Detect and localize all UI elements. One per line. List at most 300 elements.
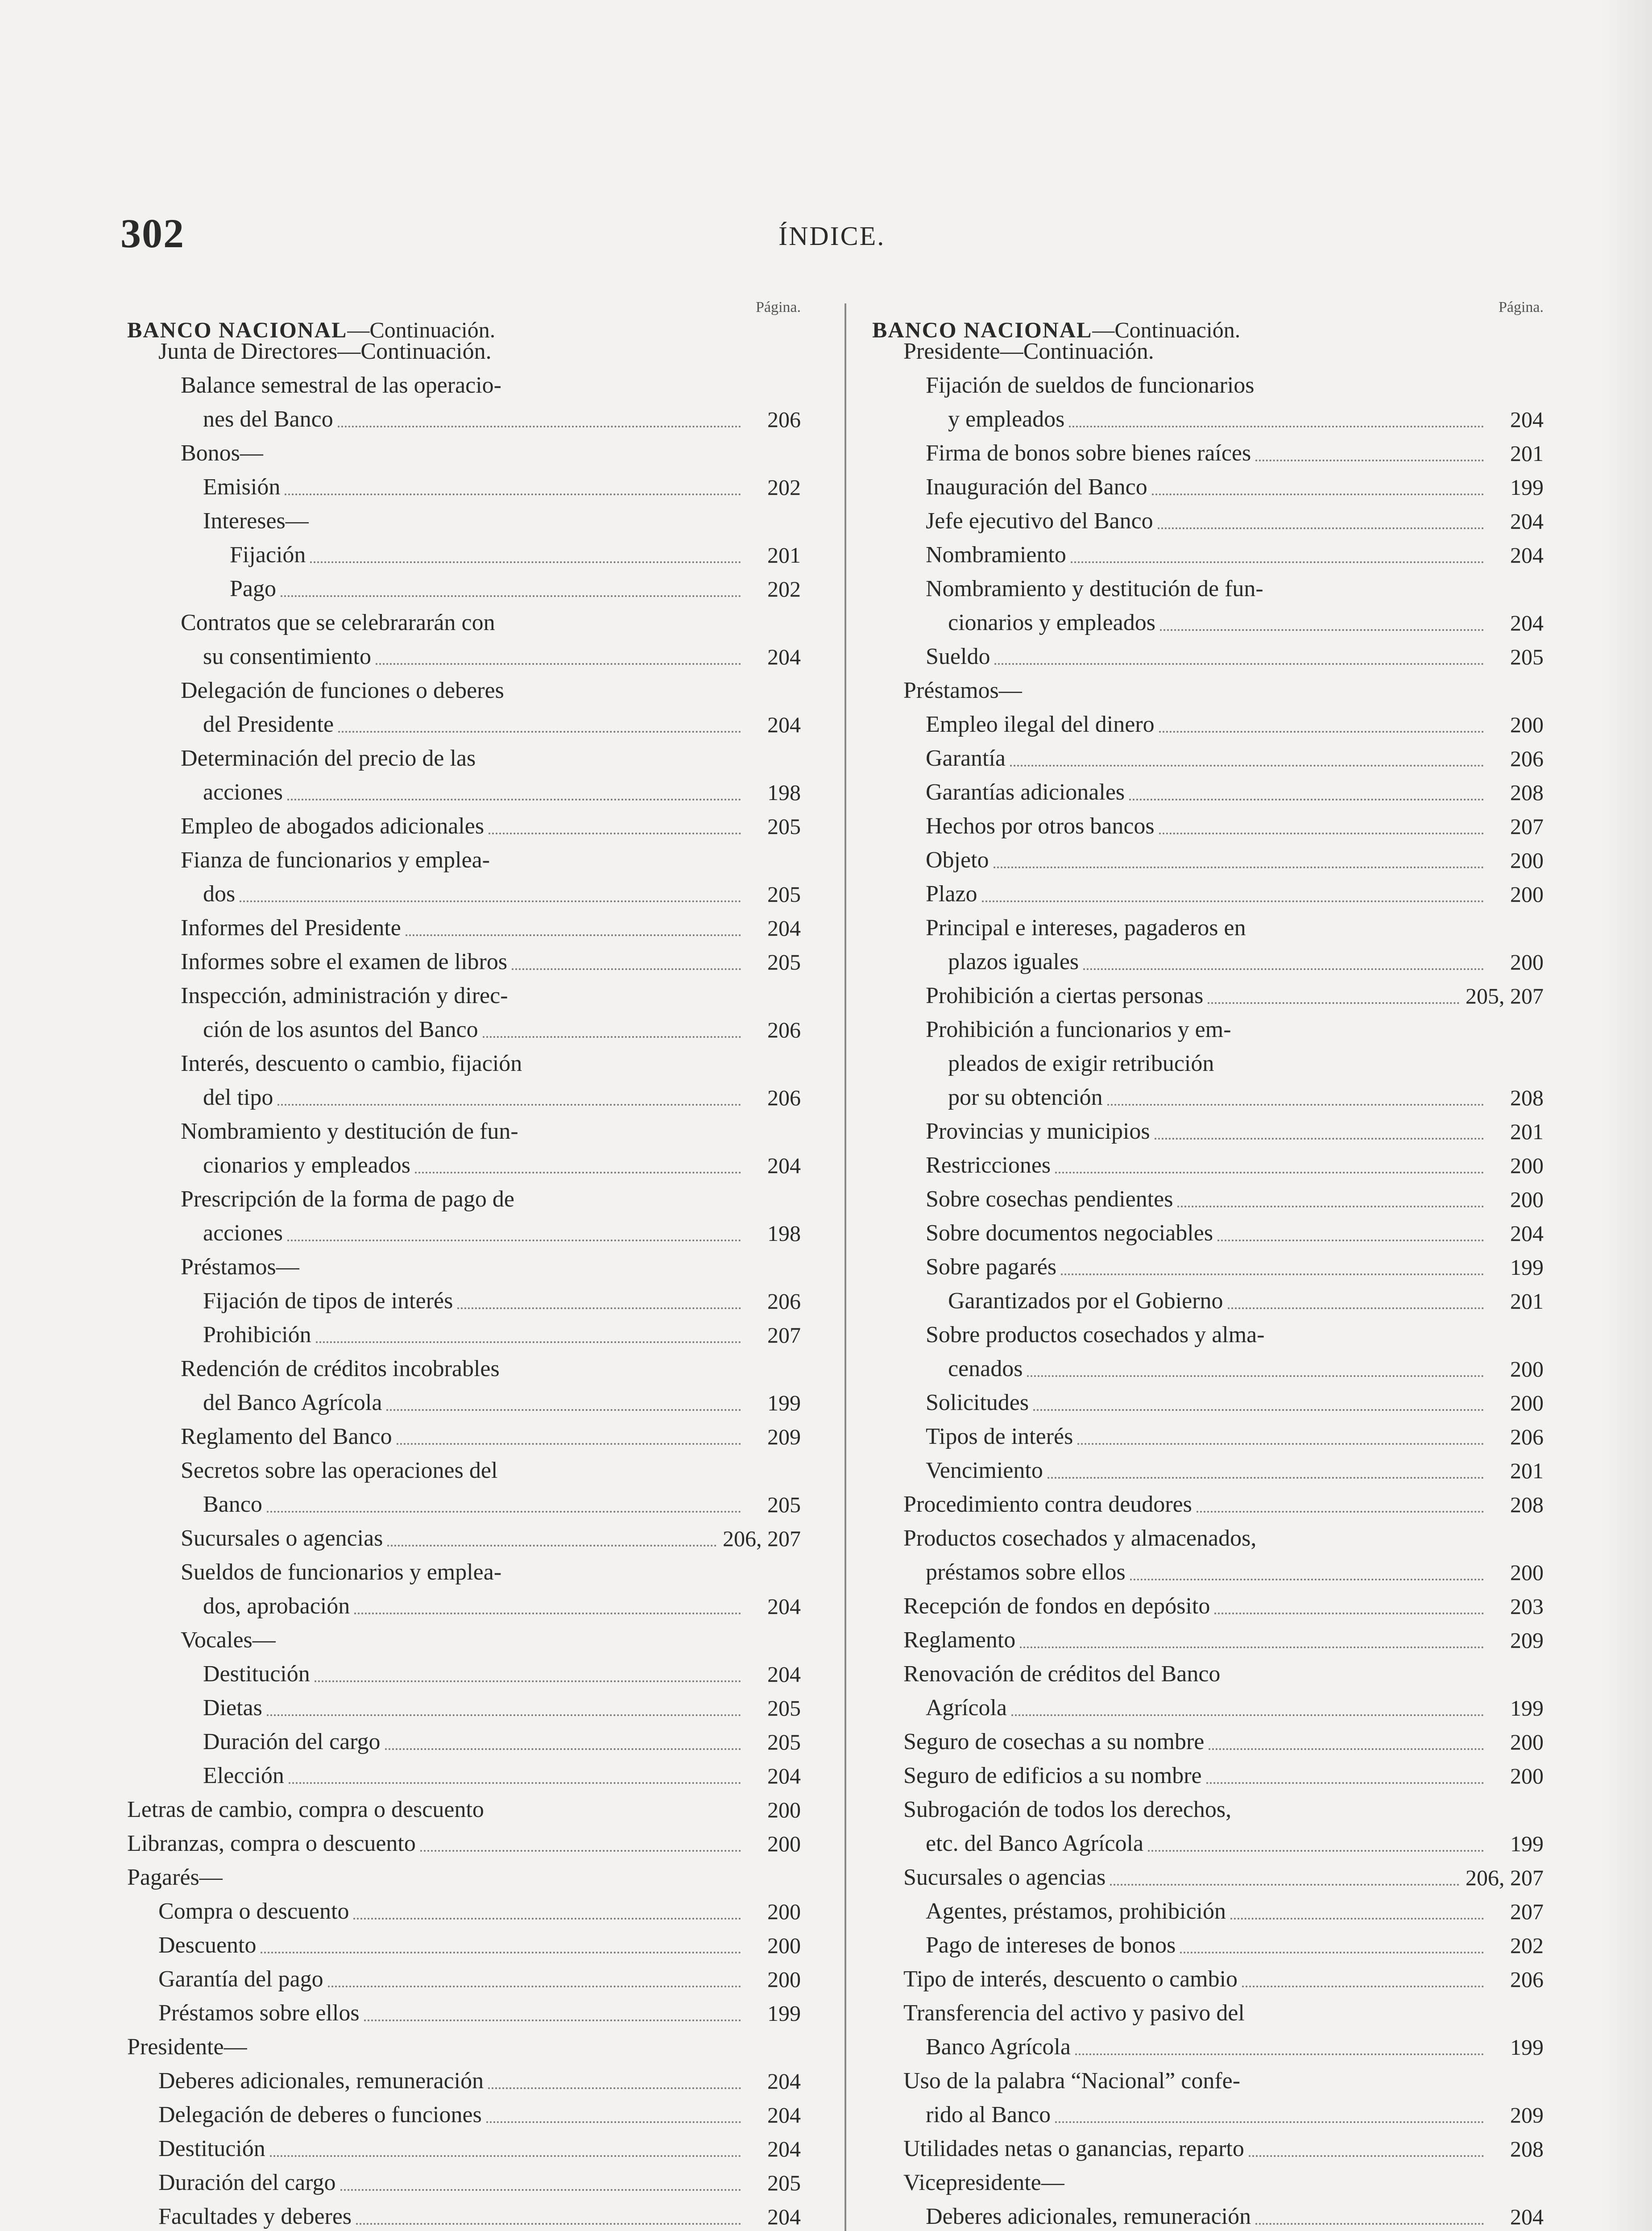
dot-leader [1152,493,1484,495]
index-entry [127,1013,801,1047]
index-entry [872,775,1544,809]
page-reference: 202 [1510,1933,1544,1958]
entry-text: Destitución [203,1661,310,1687]
index-entry [872,945,1544,979]
page-reference: 201 [1510,441,1544,466]
index-entry [127,1149,801,1182]
entry-text: Sueldos de funcionarios y emplea- [181,1559,502,1585]
index-entry [127,1454,801,1488]
dot-leader [1206,1782,1484,1784]
dot-leader [1242,1986,1484,1987]
page-reference: 202 [767,576,801,601]
index-entry [127,674,801,708]
index-entry [127,911,801,945]
index-column-right [872,299,1544,2231]
index-entry [872,1522,1544,1555]
dot-leader [994,663,1484,665]
page-reference: 208 [1510,780,1544,805]
page-reference: 201 [1510,1289,1544,1314]
entry-text: Duración del cargo [158,2170,336,2195]
entry-text: Sucursales o agencias [181,1526,383,1551]
entry-text: Préstamos— [181,1254,299,1280]
index-entry [127,1657,801,1691]
index-entry [872,1488,1544,1522]
dot-leader [512,968,741,970]
heading-continuation: —Continuación. [347,317,496,342]
dot-leader [281,595,741,597]
entry-text: Agentes, préstamos, prohibición [926,1899,1226,1924]
entry-text: Garantía del pago [158,1966,323,1992]
index-entry [127,843,801,877]
page-reference: 208 [1510,1492,1544,1517]
index-entry [872,2098,1544,2132]
entry-text: del Banco Agrícola [203,1390,382,1415]
page-reference: 207 [1510,1899,1544,1924]
dot-leader [354,1613,741,1614]
index-entry [872,1996,1544,2030]
entry-text: Sobre productos cosechados y alma- [926,1322,1265,1348]
dot-leader [406,934,741,936]
index-entry [127,2064,801,2098]
dot-leader [489,833,741,834]
entry-text: Informes del Presidente [181,915,401,941]
column-header [872,299,1544,342]
page-reference: 200 [1510,1153,1544,1178]
page-reference: 204 [767,1662,801,1687]
page-reference: 200 [767,1899,801,1924]
dot-leader [486,2121,741,2123]
heading-title: BANCO NACIONAL [872,317,1093,342]
entry-text: y empleados [948,406,1065,432]
index-entry [127,1895,801,1928]
dot-leader [261,1952,741,1953]
page-reference: 202 [767,475,801,500]
index-entry [127,402,801,436]
page-reference: 209 [1510,1628,1544,1653]
dot-leader [1160,629,1484,631]
entry-text: Redención de créditos incobrables [181,1356,500,1381]
dot-leader [1129,799,1484,800]
page-reference: 204 [1510,2204,1544,2229]
index-entry [872,708,1544,742]
entry-text: Vocales— [181,1627,276,1653]
index-entry [127,945,801,979]
pagina-label: Página. [1498,299,1544,315]
index-entry [872,1216,1544,1250]
dot-leader [1255,460,1484,461]
index-entry [127,470,801,504]
page-reference: 205 [767,1729,801,1754]
dot-leader [1255,2223,1484,2225]
page-reference: 201 [1510,1119,1544,1144]
entry-text: Banco Agrícola [926,2034,1071,2060]
page-reference: 200 [1510,1356,1544,1381]
index-entry [872,2166,1544,2200]
index-entry [872,470,1544,504]
index-entry [127,1996,801,2030]
page-reference: 208 [1510,2136,1544,2161]
dot-leader [285,493,741,495]
index-entry [872,1420,1544,1454]
page-reference: 200 [1510,712,1544,737]
entry-text: Seguro de edificios a su nombre [903,1763,1202,1788]
entry-text: Delegación de funciones o deberes [181,678,504,703]
entry-text: Delegación de deberes o funciones [158,2102,482,2127]
page-reference: 199 [1510,1696,1544,1721]
index-entry [872,1454,1544,1488]
dot-leader [1071,561,1484,563]
entry-text: Pago [230,576,276,601]
entry-text: ción de los asuntos del Banco [203,1017,478,1042]
index-entry [127,606,801,640]
index-entry [872,572,1544,606]
entry-text: Sueldo [926,644,990,669]
dot-leader [457,1307,741,1309]
index-entry [127,1928,801,1962]
entry-text: Firma de bonos sobre bienes raíces [926,440,1251,466]
entry-text: Solicitudes [926,1390,1029,1415]
dot-leader [240,900,741,902]
dot-leader [338,731,741,733]
entry-text: Fijación [230,542,306,568]
page-reference: 203 [1510,1594,1544,1619]
index-entry [127,1623,801,1657]
dot-leader [267,1714,741,1716]
dot-leader [1180,1952,1484,1953]
index-entry [872,2030,1544,2064]
dot-leader [1249,2155,1484,2157]
entry-text: por su obtención [948,1085,1103,1110]
index-entry [872,402,1544,436]
dot-leader [1228,1307,1484,1309]
dot-leader [338,426,741,427]
page-reference: 199 [767,1390,801,1415]
dot-leader [1197,1511,1484,1513]
page-reference: 200 [1510,1729,1544,1754]
page-reference: 207 [1510,814,1544,839]
index-column-left [127,299,801,2231]
dot-leader [1214,1613,1484,1614]
dot-leader [1083,968,1484,970]
dot-leader [1055,2121,1484,2123]
page-reference: 205 [767,2170,801,2195]
page-reference: 206 [767,407,801,432]
index-entry [127,1216,801,1250]
page-reference: 204 [767,2136,801,2161]
dot-leader [982,900,1484,902]
dot-leader [1075,2053,1484,2055]
dot-leader [1130,1579,1484,1580]
index-entry [872,1115,1544,1149]
dot-leader [1110,1884,1459,1886]
index-entry [872,436,1544,470]
page-reference: 200 [1510,1560,1544,1585]
entry-text: Prohibición a funcionarios y em- [926,1017,1231,1042]
entry-text: Provincias y municipios [926,1119,1150,1144]
entry-text: Prescripción de la forma de pago de [181,1186,514,1212]
heading-title: BANCO NACIONAL [127,317,348,342]
dot-leader [994,867,1484,868]
page-edge-shadow [1598,0,1652,2231]
entry-text: Sobre cosechas pendientes [926,1186,1173,1212]
index-entry [127,979,801,1013]
page-reference: 205 [767,882,801,907]
index-entry [127,1352,801,1386]
index-entry [872,1318,1544,1352]
dot-leader [1159,731,1484,733]
dot-leader [397,1443,741,1445]
page-reference: 206 [767,1289,801,1314]
entry-text: Destitución [158,2136,265,2161]
entry-text: Facultades y deberes [158,2204,352,2229]
entry-text: Vencimiento [926,1458,1043,1483]
index-entry [127,1081,801,1115]
page-reference: 205 [767,1492,801,1517]
page-reference: 200 [1510,1763,1544,1788]
index-entry [872,1861,1544,1895]
entry-text: Informes sobre el examen de libros [181,949,508,975]
index-entry [872,1182,1544,1216]
entry-text: Pagarés— [127,1865,223,1890]
entry-text: Garantías adicionales [926,780,1125,805]
page-reference: 206 [1510,1967,1544,1992]
dot-leader [1209,1748,1484,1750]
dot-leader [1148,1850,1484,1852]
index-entry [127,640,801,674]
entry-text: Emisión [203,474,281,500]
page-reference: 201 [767,543,801,568]
column-header [127,299,801,342]
index-entry [872,911,1544,945]
entry-text: Banco [203,1492,262,1517]
entry-text: Secretos sobre las operaciones del [181,1458,498,1483]
entry-text: Sucursales o agencias [903,1865,1106,1890]
dot-leader [376,663,741,665]
entry-text: Contratos que se celebrararán con [181,610,495,635]
index-entry [127,2166,801,2200]
entry-text: plazos iguales [948,949,1079,975]
entry-text: Sobre pagarés [926,1254,1057,1280]
dot-leader [415,1172,741,1174]
dot-leader [287,799,741,800]
page-reference: 200 [767,1831,801,1856]
entry-text: Tipos de interés [926,1424,1073,1449]
entry-text: del Presidente [203,712,334,737]
page-reference: 205 [767,950,801,975]
entry-text: Presidente— [127,2034,247,2060]
dot-leader [1011,1714,1484,1716]
index-entry [872,674,1544,708]
heading-continuation: —Continuación. [1092,317,1241,342]
index-entry [127,504,801,538]
page-reference: 200 [1510,882,1544,907]
index-entry [872,979,1544,1013]
entry-text: Deberes adicionales, remuneración [926,2204,1251,2229]
dot-leader [1061,1273,1484,1275]
dot-leader [1208,1002,1459,1004]
page-reference: 200 [1510,848,1544,873]
index-entry [872,877,1544,911]
index-entry [872,742,1544,775]
dot-leader [1020,1646,1484,1648]
page-reference: 199 [1510,475,1544,500]
index-entry [127,1827,801,1861]
entry-text: Vicepresidente— [903,2170,1064,2195]
index-entry [872,369,1544,402]
index-entry [127,1284,801,1318]
index-entry [872,843,1544,877]
index-entry [872,1725,1544,1759]
page-reference: 201 [1510,1458,1544,1483]
index-entry [872,2200,1544,2231]
page-reference: 206, 207 [1466,1865,1544,1890]
entry-text: Jefe ejecutivo del Banco [926,508,1153,534]
page-reference: 204 [1510,543,1544,568]
dot-leader [310,561,741,563]
entry-text: Fianza de funcionarios y emplea- [181,847,490,873]
entry-text: Garantía [926,746,1006,771]
page-reference: 204 [1510,407,1544,432]
entry-text: Nombramiento y destitución de fun- [926,576,1263,601]
entry-text: Nombramiento [926,542,1066,568]
page-reference: 207 [767,1323,801,1348]
entry-text: Renovación de créditos del Banco [903,1661,1221,1687]
index-entry [872,1589,1544,1623]
index-entry [127,877,801,911]
entry-text: Plazo [926,881,977,907]
page-reference: 200 [1510,1187,1544,1212]
index-entry [127,1420,801,1454]
index-entry [872,1827,1544,1861]
dot-leader [328,1986,741,1987]
entry-text: Libranzas, compra o descuento [127,1831,416,1856]
index-entry [872,1623,1544,1657]
index-entry [872,640,1544,674]
page-reference: 204 [767,2069,801,2094]
dot-leader [1159,833,1484,834]
entry-text: Hechos por otros bancos [926,813,1155,839]
index-entry [127,775,801,809]
entry-text: Junta de Directores—Continuación. [158,339,492,364]
page-reference: 204 [767,2102,801,2127]
index-entry [127,369,801,402]
index-entry [127,436,801,470]
index-entry [872,606,1544,640]
dot-leader [1069,426,1484,427]
page-reference: 204 [767,1594,801,1619]
page-reference: 206 [1510,1424,1544,1449]
entry-text: Principal e intereses, pagaderos en [926,915,1246,941]
dot-leader [316,1341,741,1343]
dot-leader [287,1240,741,1241]
index-entry [127,1691,801,1725]
entry-text: rido al Banco [926,2102,1051,2127]
dot-leader [353,1918,741,1920]
entry-text: Inspección, administración y direc- [181,983,508,1008]
page-reference: 206, 207 [723,1526,801,1551]
dot-leader [340,2189,741,2191]
entry-text: Nombramiento y destitución de fun- [181,1119,518,1144]
page-reference: 206 [767,1017,801,1042]
entry-text: préstamos sobre ellos [926,1559,1126,1585]
entry-text: Presidente—Continuación. [903,339,1154,364]
pagina-label: Página. [755,299,801,315]
page-reference: 206 [767,1085,801,1110]
dot-leader [1230,1918,1484,1920]
index-entry [127,2098,801,2132]
index-entry [872,1013,1544,1047]
dot-leader [387,1545,716,1547]
entry-text: Pago de intereses de bonos [926,1932,1176,1958]
index-entry [127,538,801,572]
page-reference: 199 [1510,1831,1544,1856]
index-entry [127,809,801,843]
page-reference: 200 [767,1967,801,1992]
entry-text: Balance semestral de las operacio- [181,373,501,398]
index-entry [127,2132,801,2166]
column-divider [845,303,846,2231]
entry-text: etc. del Banco Agrícola [926,1831,1144,1856]
dot-leader [1217,1240,1484,1241]
entry-text: Agrícola [926,1695,1007,1721]
index-entry [127,1115,801,1149]
index-entry [872,504,1544,538]
entry-text: Fijación de tipos de interés [203,1288,453,1314]
page-reference: 204 [767,1153,801,1178]
entry-text: Prohibición a ciertas personas [926,983,1204,1008]
dot-leader [1027,1375,1484,1377]
index-entry [872,809,1544,843]
dot-leader [1107,1104,1484,1106]
entry-text: Restricciones [926,1153,1051,1178]
page-reference: 209 [767,1424,801,1449]
entry-text: Reglamento [903,1627,1016,1653]
entry-text: cionarios y empleados [948,610,1155,635]
dot-leader [1077,1443,1484,1445]
entry-text: Transferencia del activo y pasivo del [903,2000,1245,2026]
index-entry [127,708,801,742]
entry-text: Subrogación de todos los derechos, [903,1797,1232,1822]
index-entry [127,1861,801,1895]
index-entry [872,1386,1544,1420]
entry-text: Fijación de sueldos de funcionarios [926,373,1255,398]
index-entry [872,1691,1544,1725]
dot-leader [420,1850,741,1852]
dot-leader [1033,1409,1484,1411]
index-entry [127,742,801,775]
entry-text: Dietas [203,1695,262,1721]
page-reference: 200 [767,1797,801,1822]
dot-leader [1048,1477,1484,1479]
index-entry [872,1081,1544,1115]
index-entry [127,1318,801,1352]
entry-text: Duración del cargo [203,1729,381,1754]
index-entry [127,1962,801,1996]
entry-text: Objeto [926,847,989,873]
entry-text: nes del Banco [203,406,333,432]
entry-text: Intereses— [203,508,309,534]
entry-text: Determinación del precio de las [181,746,476,771]
page-reference: 198 [767,780,801,805]
page-reference: 199 [1510,1255,1544,1280]
index-entry [872,1962,1544,1996]
entry-text: dos [203,881,236,907]
dot-leader [270,2155,741,2157]
entry-list [127,335,801,2231]
index-entry [127,2200,801,2231]
index-entry [872,1047,1544,1081]
dot-leader [267,1511,741,1513]
